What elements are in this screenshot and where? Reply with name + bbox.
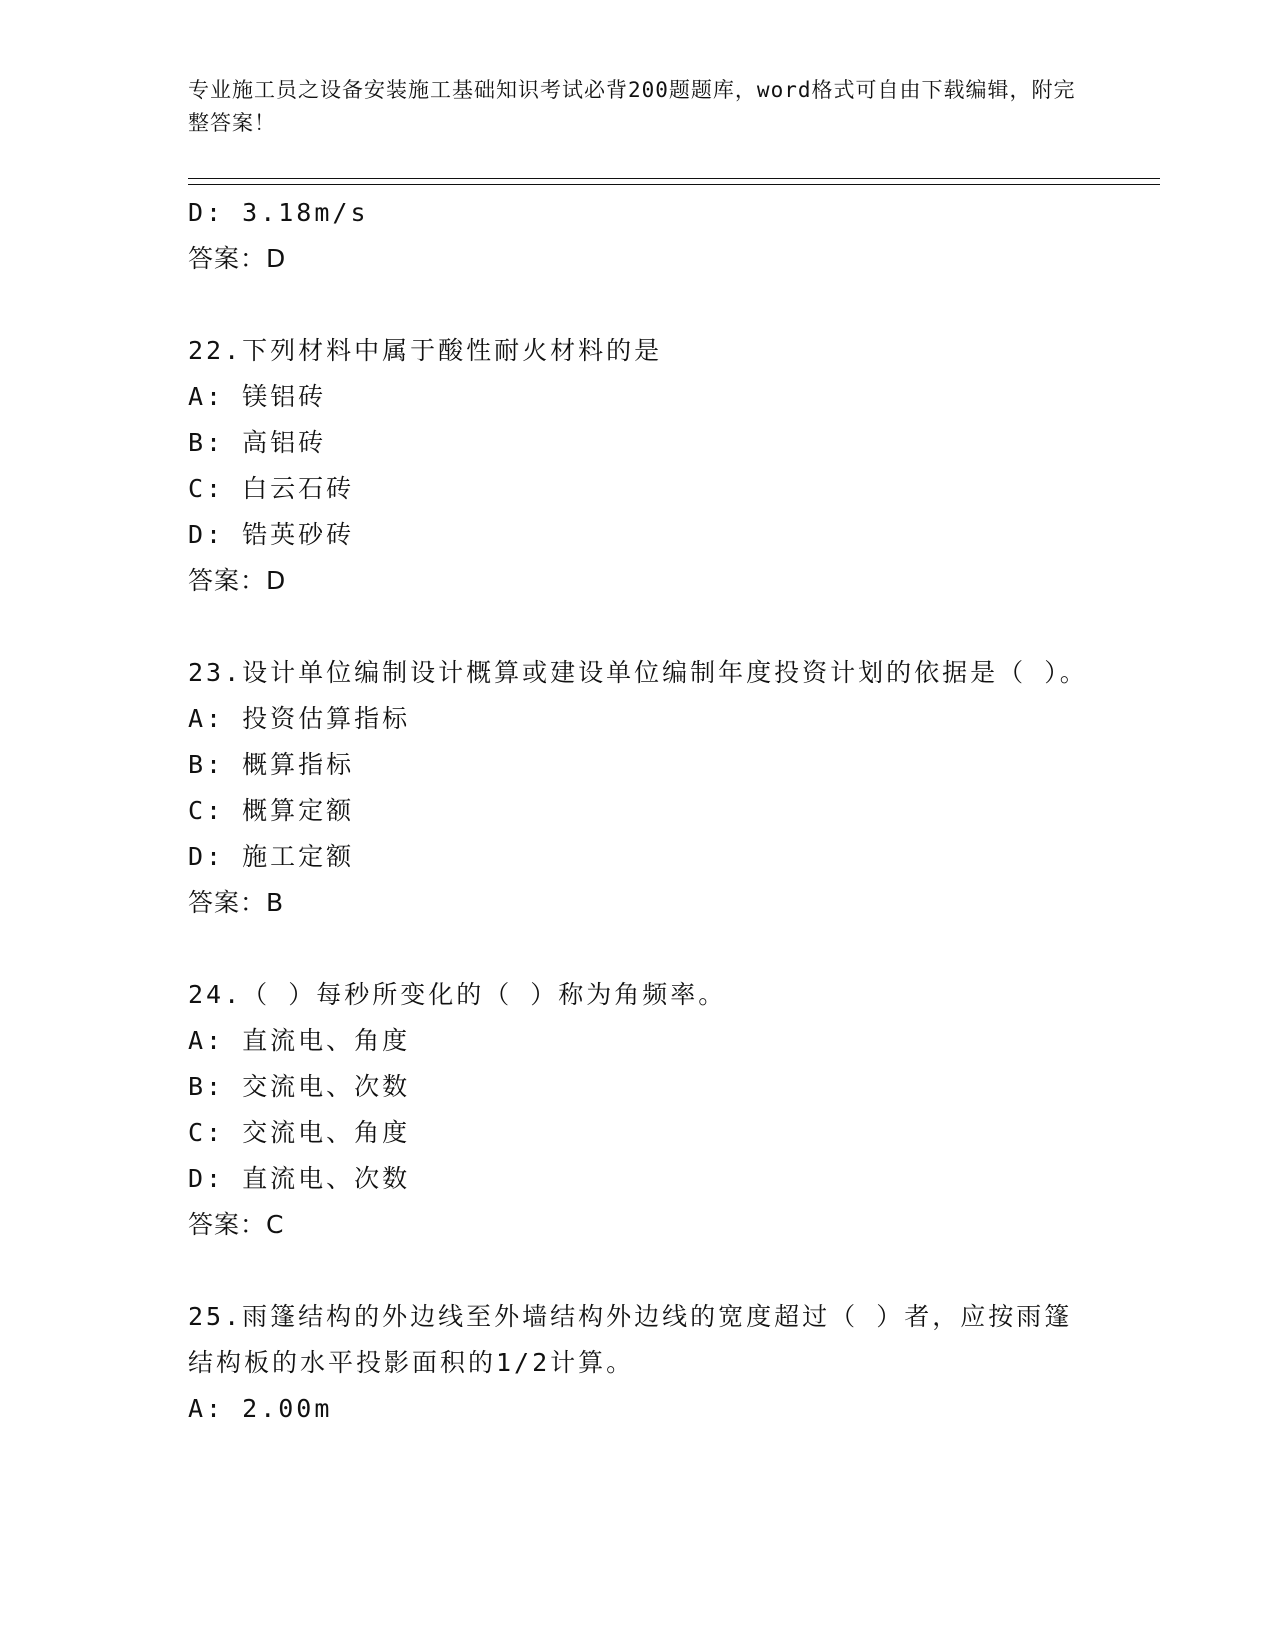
option-b: B: 交流电、次数 — [188, 1072, 411, 1101]
answer-line: 答案：C — [188, 1210, 285, 1239]
question-list — [188, 190, 1088, 1432]
question-25 — [188, 1294, 1088, 1432]
question-23 — [188, 650, 1088, 926]
option-a: A: 投资估算指标 — [188, 704, 411, 733]
question-text: 22.下列材料中属于酸性耐火材料的是 — [188, 336, 663, 365]
option-a: A: 镁铝砖 — [188, 382, 327, 411]
spacer — [188, 604, 1088, 650]
spacer — [188, 926, 1088, 972]
previous-question-tail — [188, 190, 1088, 282]
question-22 — [188, 328, 1088, 604]
answer-line: 答案：B — [188, 888, 285, 917]
option-d: D: 锆英砂砖 — [188, 520, 355, 549]
option-b: B: 高铝砖 — [188, 428, 327, 457]
document-title: 专业施工员之设备安装施工基础知识考试必背200题题库，word格式可自由下载编辑，附完整答案！ — [188, 78, 1076, 135]
spacer — [188, 1248, 1088, 1294]
option-d: D: 3.18m/s — [188, 198, 369, 227]
option-d: D: 施工定额 — [188, 842, 355, 871]
option-a: A: 直流电、角度 — [188, 1026, 411, 1055]
option-b: B: 概算指标 — [188, 750, 355, 779]
option-d: D: 直流电、次数 — [188, 1164, 411, 1193]
spacer — [188, 282, 1088, 328]
question-text: 24.（ ）每秒所变化的（ ）称为角频率。 — [188, 980, 727, 1009]
question-text: 25.雨篷结构的外边线至外墙结构外边线的宽度超过（ ）者，应按雨篷结构板的水平投影面积的1/2计算。 — [188, 1302, 1073, 1377]
option-c: C: 交流电、角度 — [188, 1118, 411, 1147]
question-24 — [188, 972, 1088, 1248]
header-divider — [188, 178, 1160, 185]
document-header — [188, 74, 1088, 140]
option-a: A: 2.00m — [188, 1394, 333, 1423]
answer-line: 答案：D — [188, 244, 287, 273]
question-text: 23.设计单位编制设计概算或建设单位编制年度投资计划的依据是（ ）。 — [188, 658, 1088, 687]
option-c: C: 白云石砖 — [188, 474, 355, 503]
option-c: C: 概算定额 — [188, 796, 355, 825]
answer-line: 答案：D — [188, 566, 287, 595]
